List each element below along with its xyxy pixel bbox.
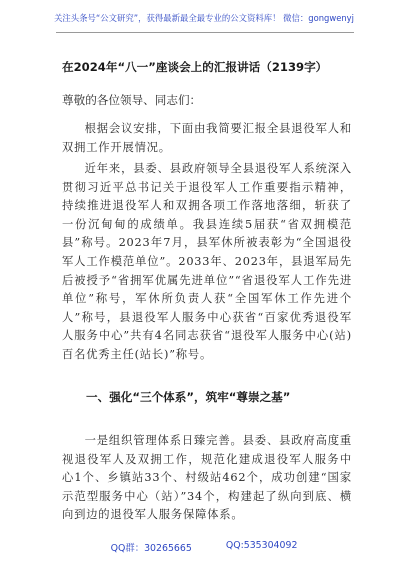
document-title: 在2024年“八一”座谈会上的汇报讲话（2139字）: [62, 60, 328, 74]
header-promo-text: 关注头条号“公文研究”，获得最新最全最专业的公文资料库！ 微信：gongwenyj: [54, 13, 354, 23]
section-paragraph: 一是组织管理体系日臻完善。县委、县政府高度重视退役军人及双拥工作，规范化建成退役军人服务中心1个、乡镇站33个、村级站462个，成功创建“国家示范型服务中心（站）”34个，构建起了纵向到底、横向到边的退役军人服务保障体系。: [62, 434, 352, 522]
salutation: 尊敬的各位领导、同志们：: [62, 93, 202, 107]
paragraph-intro: 根据会议安排，下面由我简要汇报全县退役军人和双拥工作开展情况。: [62, 122, 352, 154]
footer-qq-group: QQ群：30265665: [110, 543, 192, 554]
paragraph-achievements: 近年来，县委、县政府领导全县退役军人系统深入贯彻习近平总书记关于退役军人工作重要指示精神，持续推进退役军人和双拥各项工作落地落细，斩获了一份沉甸甸的成绩单。我县连续5届获“省双拥模范县”称号。2023年7月，县军休所被表彰为“全国退役军人工作模范单位”。2033年、2023年，县退军局先后被授予“省拥军优属先进单位”“省退役军人工作先进单位”称号，军休所负责人获“全国军休工作先进个人”称号，县退役军人服务中心获省“百家优秀退役军人服务中心”共有4名同志获省“退役军人服务中心(站)百名优秀主任(站长)”称号。: [62, 162, 352, 361]
footer: [0, 540, 408, 554]
section-heading: 一、强化“三个体系”，筑牢“尊崇之基”: [86, 390, 291, 404]
footer-qq: QQ:535304092: [225, 540, 298, 551]
header-divider: [56, 32, 354, 33]
